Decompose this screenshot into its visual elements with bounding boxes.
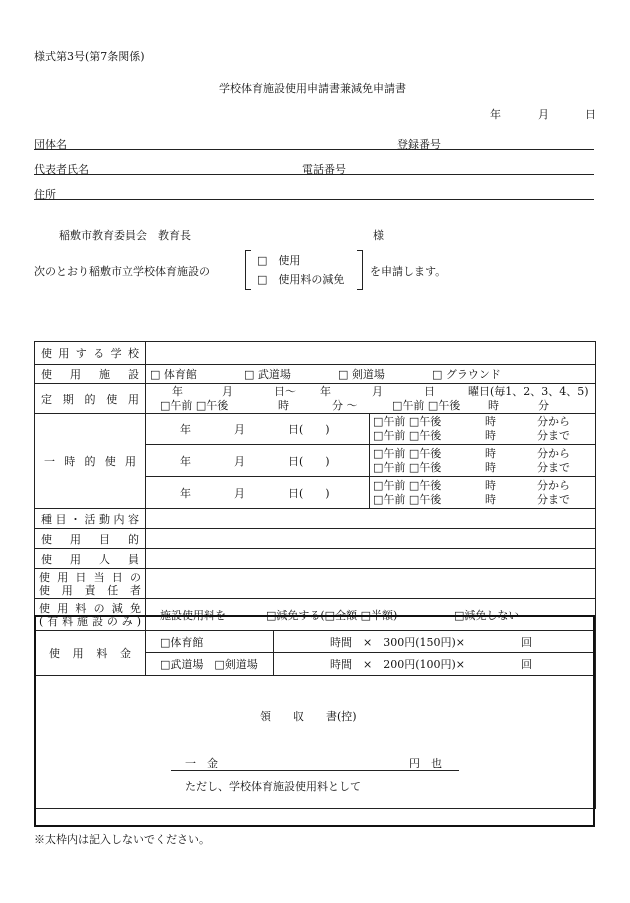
receipt-row bbox=[35, 676, 596, 809]
group-name-field[interactable] bbox=[34, 149, 594, 150]
temp-3-year: 年 bbox=[180, 486, 191, 500]
responsible-label bbox=[35, 569, 146, 599]
temp-2-year: 年 bbox=[180, 454, 191, 468]
regular-use-field[interactable] bbox=[146, 384, 596, 414]
date-month-label: 月 bbox=[538, 108, 549, 121]
regular-start-ampm: □午前 □午後 bbox=[160, 398, 229, 412]
reduction-prefix: 施設使用料を bbox=[160, 608, 226, 622]
regular-end-year: 年 bbox=[320, 384, 331, 398]
school-label: 使用する学校 bbox=[35, 342, 146, 365]
address-field[interactable] bbox=[34, 199, 594, 200]
receipt-area bbox=[35, 676, 596, 809]
facility-row bbox=[35, 365, 596, 384]
reduction-field bbox=[146, 599, 596, 631]
fee-gym-formula: 時間 × 300円(150円)× bbox=[330, 635, 466, 649]
people-field[interactable] bbox=[146, 549, 596, 569]
responsible-field[interactable] bbox=[146, 569, 596, 599]
temp-time-2[interactable] bbox=[370, 445, 596, 477]
school-field[interactable] bbox=[146, 342, 596, 365]
temp-2-from-minute: 分から bbox=[537, 446, 570, 460]
fee-gym-times: 回 bbox=[521, 635, 532, 649]
date-day-label: 日 bbox=[585, 108, 596, 121]
temp-1-to-minute: 分まで bbox=[537, 429, 570, 442]
fee-budo-times: 回 bbox=[521, 658, 532, 671]
temp-1-from-minute: 分から bbox=[537, 415, 570, 428]
regular-end-day: 日 bbox=[424, 384, 435, 398]
regular-start-year: 年 bbox=[172, 384, 183, 398]
regular-use-row bbox=[35, 384, 596, 414]
facility-budojo[interactable]: □ 武道場 bbox=[244, 368, 291, 381]
receipt-note: ただし、学校体育施設使用料として bbox=[185, 780, 361, 793]
facility-options bbox=[146, 365, 596, 384]
option-fee-reduction[interactable]: □ 使用料の減免 bbox=[257, 273, 345, 286]
addressee: 稲敷市教育委員会 教育長 bbox=[59, 229, 191, 242]
regular-start-minute: 分 ～ bbox=[332, 398, 358, 412]
purpose-field[interactable] bbox=[146, 529, 596, 549]
activity-field[interactable] bbox=[146, 509, 596, 529]
activity-label: 種目・活動内容 bbox=[35, 509, 146, 529]
purpose-row bbox=[35, 529, 596, 549]
temp-time-3[interactable] bbox=[370, 477, 596, 509]
people-label: 使用人員 bbox=[35, 549, 146, 569]
footer-note: ※太枠内は記入しないでください。 bbox=[34, 833, 210, 846]
responsible-label-line2: 使用責任者 bbox=[39, 583, 141, 597]
temp-1-to-ampm: □午前 □午後 bbox=[373, 429, 442, 442]
bracket-left bbox=[245, 250, 251, 290]
fee-budo-checkbox[interactable]: □武道場 □剣道場 bbox=[146, 653, 274, 676]
regular-end-hour: 時 bbox=[488, 398, 499, 412]
reduction-yes-checkbox[interactable]: □減免する(□全額 □半額) bbox=[266, 608, 398, 622]
form-number: 様式第3号(第7条関係) bbox=[34, 50, 145, 63]
temp-2-to-ampm: □午前 □午後 bbox=[373, 460, 442, 474]
receipt-amount-suffix: 円 也 bbox=[409, 757, 442, 770]
temp-3-month: 月 bbox=[234, 486, 245, 500]
representative-field[interactable] bbox=[34, 174, 594, 175]
temp-time-1[interactable] bbox=[370, 414, 596, 445]
facility-gym[interactable]: □ 体育館 bbox=[150, 368, 197, 381]
temp-1-year: 年 bbox=[180, 423, 191, 436]
facility-ground[interactable]: □ グラウンド bbox=[432, 368, 501, 381]
temp-3-from-hour: 時 bbox=[485, 478, 496, 492]
fee-budo-formula: 時間 × 200円(100円)× bbox=[330, 658, 466, 671]
facility-label: 使用施設 bbox=[35, 365, 146, 384]
bracket-right bbox=[357, 250, 363, 290]
fee-gym-checkbox[interactable]: □体育館 bbox=[146, 631, 274, 653]
temp-2-to-hour: 時 bbox=[485, 460, 496, 474]
fee-label: 使用料金 bbox=[35, 631, 146, 676]
regular-end-ampm: □午前 □午後 bbox=[392, 398, 461, 412]
fee-gym-calc bbox=[274, 631, 596, 653]
date-year-label: 年 bbox=[490, 108, 501, 121]
temp-3-to-hour: 時 bbox=[485, 492, 496, 506]
temp-1-from-ampm: □午前 □午後 bbox=[373, 415, 442, 428]
registration-number-label: 登録番号 bbox=[397, 138, 441, 151]
temp-2-day: 日( ) bbox=[288, 454, 330, 468]
temporary-use-label: 一時的使用 bbox=[35, 414, 146, 509]
temp-2-month: 月 bbox=[234, 454, 245, 468]
page-title: 学校体育施設使用申請書兼減免申請書 bbox=[219, 82, 406, 95]
temp-3-day: 日( ) bbox=[288, 486, 330, 500]
phone-label: 電話番号 bbox=[302, 163, 346, 176]
regular-end-month: 月 bbox=[372, 384, 383, 398]
facility-kendojo[interactable]: □ 剣道場 bbox=[338, 368, 385, 381]
temp-3-to-ampm: □午前 □午後 bbox=[373, 492, 442, 506]
purpose-label: 使用目的 bbox=[35, 529, 146, 549]
regular-start-day: 日～ bbox=[274, 384, 296, 398]
regular-end-minute: 分 bbox=[538, 398, 549, 412]
people-row bbox=[35, 549, 596, 569]
temp-date-2[interactable] bbox=[146, 445, 370, 477]
reduction-row bbox=[35, 599, 596, 631]
temp-1-to-hour: 時 bbox=[485, 429, 496, 442]
reduction-label bbox=[35, 599, 146, 631]
responsible-row bbox=[35, 569, 596, 599]
temp-1-month: 月 bbox=[234, 423, 245, 436]
temp-2-from-ampm: □午前 □午後 bbox=[373, 446, 442, 460]
regular-start-hour: 時 bbox=[278, 398, 289, 412]
address-label: 住所 bbox=[34, 188, 56, 201]
temp-2-from-hour: 時 bbox=[485, 446, 496, 460]
application-table bbox=[34, 341, 596, 809]
group-name-label: 団体名 bbox=[34, 138, 67, 151]
fee-budo-calc bbox=[274, 653, 596, 676]
option-use[interactable]: □ 使用 bbox=[257, 254, 301, 267]
responsible-label-line1: 使用日当日の bbox=[39, 570, 141, 584]
temp-1-day: 日( ) bbox=[288, 423, 330, 436]
regular-use-label: 定期的使用 bbox=[35, 384, 146, 414]
temp-2-to-minute: 分まで bbox=[537, 460, 570, 474]
temp-3-from-minute: 分から bbox=[537, 478, 570, 492]
temp-date-1[interactable] bbox=[146, 414, 370, 445]
temp-3-from-ampm: □午前 □午後 bbox=[373, 478, 442, 492]
request-prefix: 次のとおり稲敷市立学校体育施設の bbox=[34, 265, 210, 278]
fee-row-1 bbox=[35, 631, 596, 653]
temp-use-row-1 bbox=[35, 414, 596, 445]
temp-date-3[interactable] bbox=[146, 477, 370, 509]
reduction-label-line2: (有料施設のみ) bbox=[39, 614, 141, 628]
activity-row bbox=[35, 509, 596, 529]
reduction-label-line1: 使用料の減免 bbox=[39, 601, 141, 615]
receipt-amount-prefix: 一 金 bbox=[185, 757, 218, 770]
representative-label: 代表者氏名 bbox=[34, 163, 89, 176]
regular-start-month: 月 bbox=[222, 384, 233, 398]
temp-1-from-hour: 時 bbox=[485, 415, 496, 428]
receipt-amount-line bbox=[171, 770, 459, 771]
addressee-honorific: 様 bbox=[373, 229, 384, 242]
receipt-title: 領 収 書(控) bbox=[260, 710, 357, 723]
regular-weekday: 曜日(毎1、2、3、4、5) bbox=[468, 384, 589, 398]
reduction-no-checkbox[interactable]: □減免しない bbox=[454, 608, 520, 622]
temp-3-to-minute: 分まで bbox=[537, 492, 570, 506]
school-row bbox=[35, 342, 596, 365]
request-suffix: を申請します。 bbox=[370, 265, 447, 278]
